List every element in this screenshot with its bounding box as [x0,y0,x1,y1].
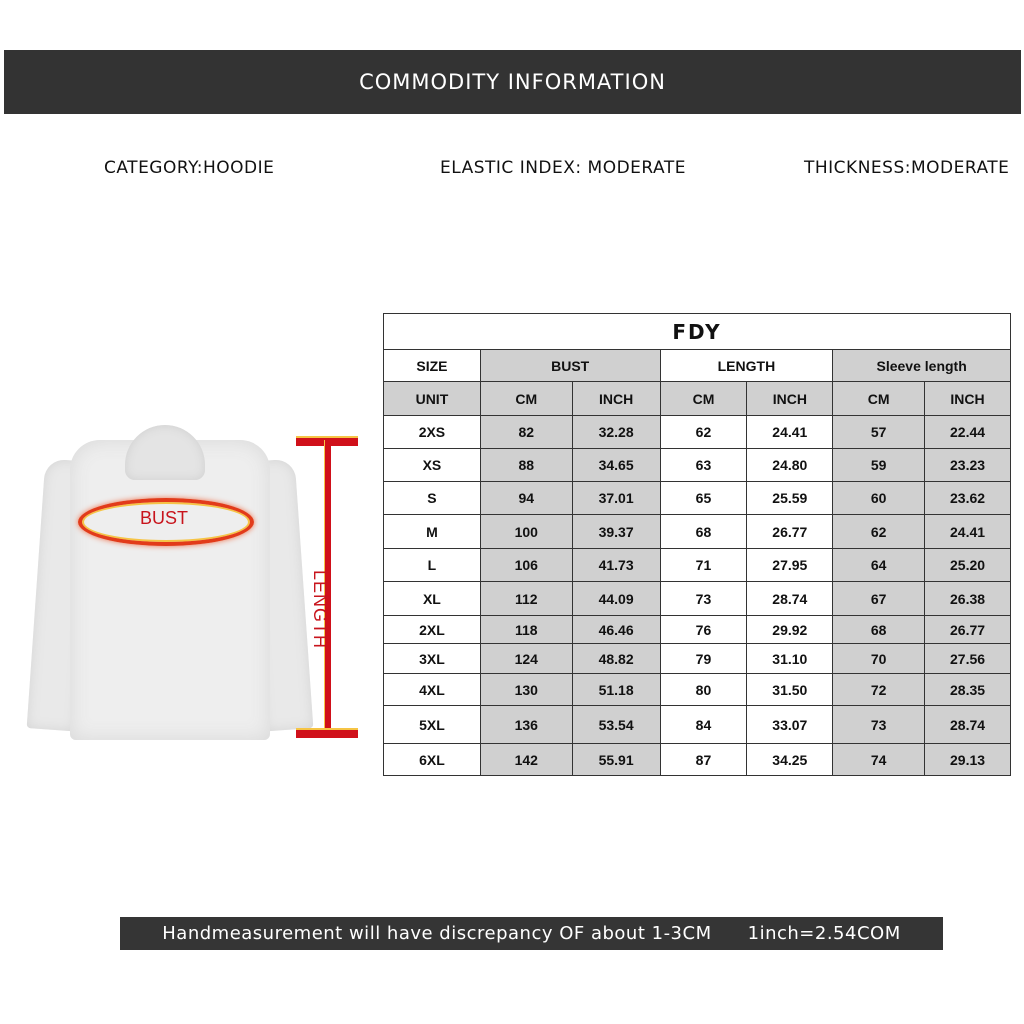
size-cell: M [384,515,481,549]
value-cell: 87 [660,744,747,776]
table-row [384,706,1011,744]
value-cell: 31.10 [747,644,833,674]
value-cell: 84 [660,706,747,744]
table-title: FDY [384,314,1011,350]
unit-cell: INCH [925,382,1011,416]
value-cell: 88 [480,449,572,482]
value-cell: 28.35 [925,674,1011,706]
size-cell: 4XL [384,674,481,706]
hoodie-body-shape [70,440,270,740]
table-title-row [384,314,1011,350]
size-chart-table [383,313,1011,776]
table-row [384,549,1011,582]
value-cell: 26.77 [747,515,833,549]
table-row [384,482,1011,515]
value-cell: 29.13 [925,744,1011,776]
value-cell: 60 [833,482,925,515]
table-row [384,449,1011,482]
value-cell: 73 [833,706,925,744]
value-cell: 106 [480,549,572,582]
value-cell: 24.41 [925,515,1011,549]
size-cell: S [384,482,481,515]
value-cell: 63 [660,449,747,482]
value-cell: 124 [480,644,572,674]
value-cell: 29.92 [747,616,833,644]
table-row [384,674,1011,706]
size-cell: L [384,549,481,582]
value-cell: 41.73 [572,549,660,582]
value-cell: 57 [833,416,925,449]
thickness-attribute: THICKNESS:MODERATE [804,158,1010,178]
value-cell: 24.80 [747,449,833,482]
size-cell: 5XL [384,706,481,744]
value-cell: 53.54 [572,706,660,744]
table-row [384,582,1011,616]
category-attribute: CATEGORY:HOODIE [104,158,275,178]
measurement-note-banner [120,917,943,950]
value-cell: 73 [660,582,747,616]
size-header: SIZE [384,350,481,382]
value-cell: 82 [480,416,572,449]
value-cell: 33.07 [747,706,833,744]
bust-header: BUST [480,350,660,382]
value-cell: 112 [480,582,572,616]
table-row [384,416,1011,449]
unit-cell: UNIT [384,382,481,416]
value-cell: 80 [660,674,747,706]
value-cell: 22.44 [925,416,1011,449]
value-cell: 28.74 [747,582,833,616]
value-cell: 27.95 [747,549,833,582]
value-cell: 51.18 [572,674,660,706]
elastic-index-attribute: ELASTIC INDEX: MODERATE [440,158,686,178]
banner-title: COMMODITY INFORMATION [359,70,666,94]
value-cell: 26.77 [925,616,1011,644]
value-cell: 94 [480,482,572,515]
value-cell: 62 [833,515,925,549]
value-cell: 27.56 [925,644,1011,674]
value-cell: 68 [833,616,925,644]
unit-cell: CM [833,382,925,416]
commodity-info-banner [4,50,1021,114]
inch-conversion-note: 1inch=2.54COM [747,923,901,944]
discrepancy-note: Handmeasurement will have discrepancy OF about 1-3CM [162,923,712,944]
value-cell: 32.28 [572,416,660,449]
table-row [384,616,1011,644]
value-cell: 67 [833,582,925,616]
value-cell: 23.62 [925,482,1011,515]
value-cell: 79 [660,644,747,674]
value-cell: 28.74 [925,706,1011,744]
table-row [384,744,1011,776]
value-cell: 70 [833,644,925,674]
value-cell: 74 [833,744,925,776]
size-cell: 6XL [384,744,481,776]
length-bottom-cap-icon [296,728,358,738]
value-cell: 136 [480,706,572,744]
unit-row [384,382,1011,416]
value-cell: 59 [833,449,925,482]
unit-cell: CM [660,382,747,416]
value-cell: 24.41 [747,416,833,449]
value-cell: 23.23 [925,449,1011,482]
value-cell: 100 [480,515,572,549]
value-cell: 34.25 [747,744,833,776]
table-row [384,644,1011,674]
value-cell: 64 [833,549,925,582]
value-cell: 71 [660,549,747,582]
value-cell: 48.82 [572,644,660,674]
unit-cell: CM [480,382,572,416]
length-label: LENGTH [310,570,330,650]
value-cell: 26.38 [925,582,1011,616]
size-cell: 3XL [384,644,481,674]
value-cell: 34.65 [572,449,660,482]
value-cell: 39.37 [572,515,660,549]
hood-shape [125,425,205,480]
unit-cell: INCH [747,382,833,416]
value-cell: 25.59 [747,482,833,515]
value-cell: 44.09 [572,582,660,616]
value-cell: 118 [480,616,572,644]
value-cell: 65 [660,482,747,515]
value-cell: 62 [660,416,747,449]
size-cell: 2XL [384,616,481,644]
value-cell: 25.20 [925,549,1011,582]
unit-cell: INCH [572,382,660,416]
bust-label: BUST [140,508,189,528]
size-cell: XL [384,582,481,616]
size-cell: XS [384,449,481,482]
value-cell: 142 [480,744,572,776]
value-cell: 130 [480,674,572,706]
size-cell: 2XS [384,416,481,449]
value-cell: 76 [660,616,747,644]
value-cell: 72 [833,674,925,706]
hoodie-measurement-diagram [30,420,370,750]
value-cell: 46.46 [572,616,660,644]
value-cell: 68 [660,515,747,549]
value-cell: 37.01 [572,482,660,515]
value-cell: 31.50 [747,674,833,706]
length-header: LENGTH [660,350,833,382]
group-header-row [384,350,1011,382]
value-cell: 55.91 [572,744,660,776]
table-row [384,515,1011,549]
sleeve-header: Sleeve length [833,350,1011,382]
